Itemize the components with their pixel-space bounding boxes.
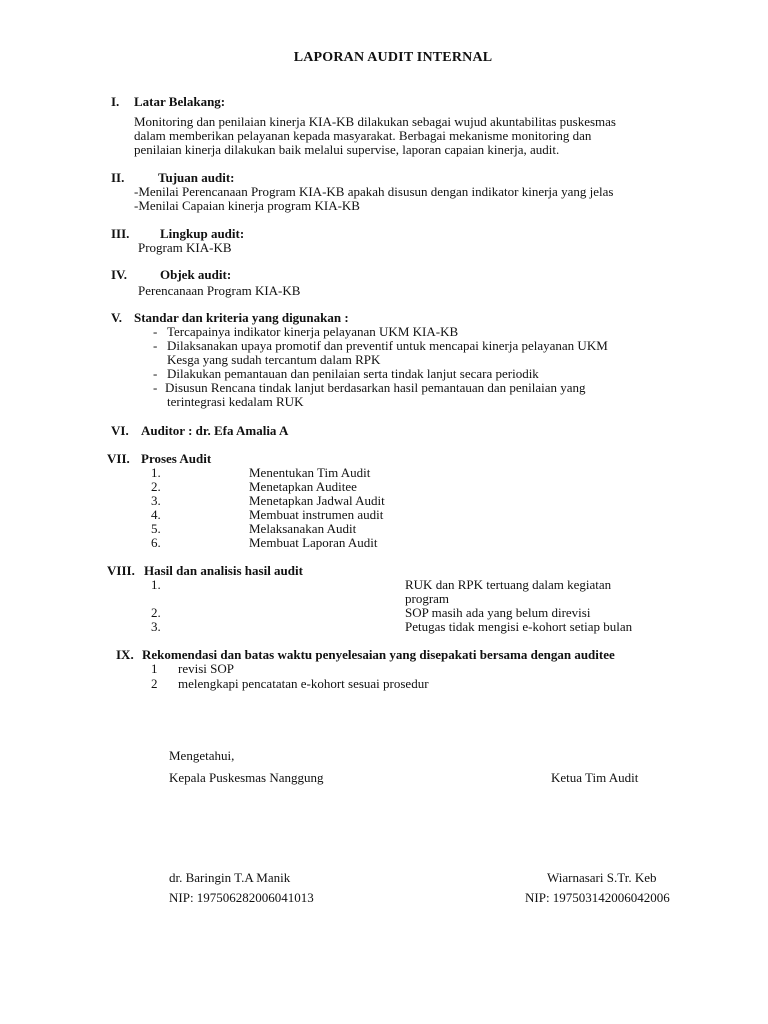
section-5-item-1: Tercapainya indikator kinerja pelayanan UKM KIA-KB <box>167 324 459 339</box>
section-5-item-4-line-1: Disusun Rencana tindak lanjut berdasarkan hasil pemantauan dan penilaian yang <box>165 380 586 395</box>
process-step-text: Menentukan Tim Audit <box>249 465 371 480</box>
section-3-body: Program KIA-KB <box>138 240 232 255</box>
section-9-number: IX. <box>116 647 134 662</box>
section-7-number: VII. <box>107 451 130 466</box>
section-5-number: V. <box>111 310 122 325</box>
section-1-line-3: penilaian kinerja dilakukan baik melalui supervise, laporan capaian kinerja, audit. <box>134 142 560 157</box>
acknowledged-label: Mengetahui, <box>169 748 235 763</box>
process-step-text: Membuat instrumen audit <box>249 507 384 522</box>
process-step-text: Membuat Laporan Audit <box>249 535 378 550</box>
section-3-heading: Lingkup audit: <box>160 226 245 241</box>
section-1-line-1: Monitoring dan penilaian kinerja KIA-KB dilakukan sebagai wujud akuntabilitas puskesmas <box>134 114 616 129</box>
left-signatory-nip: NIP: 197506282006041013 <box>169 890 314 905</box>
section-2-item-2: -Menilai Capaian kinerja program KIA-KB <box>134 198 360 213</box>
section-1-line-2: dalam memberikan pelayanan kepada masyarakat. Berbagai mekanisme monitoring dan <box>134 128 592 143</box>
finding-text: RUK dan RPK tertuang dalam kegiatan <box>405 577 612 592</box>
section-5-dash-4: - <box>153 380 158 395</box>
finding-text-continued: program <box>405 591 450 606</box>
recommendation-text: melengkapi pencatatan e-kohort sesuai prosedur <box>178 676 429 691</box>
section-4-number: IV. <box>111 267 128 282</box>
section-2-item-1: -Menilai Perencanaan Program KIA-KB apakah disusun dengan indikator kinerja yang jelas <box>134 184 614 199</box>
section-7-heading: Proses Audit <box>141 451 212 466</box>
finding-text: Petugas tidak mengisi e-kohort setiap bulan <box>405 619 633 634</box>
finding-number: 2. <box>151 605 161 620</box>
finding-text: SOP masih ada yang belum direvisi <box>405 605 591 620</box>
recommendation-text: revisi SOP <box>178 661 234 676</box>
section-2-number: II. <box>111 170 125 185</box>
process-step-text: Menetapkan Jadwal Audit <box>249 493 385 508</box>
recommendation-number: 1 <box>151 661 158 676</box>
section-3-number: III. <box>111 226 130 241</box>
section-6-number: VI. <box>111 423 129 438</box>
section-4-body: Perencanaan Program KIA-KB <box>138 283 301 298</box>
process-step-number: 6. <box>151 535 161 550</box>
section-6-heading: Auditor : dr. Efa Amalia A <box>141 423 289 438</box>
section-9-heading: Rekomendasi dan batas waktu penyelesaian yang disepakati bersama dengan auditee <box>142 647 615 662</box>
section-5-heading: Standar dan kriteria yang digunakan : <box>134 310 349 325</box>
finding-number: 1. <box>151 577 161 592</box>
section-5-dash-3: - <box>153 366 158 381</box>
section-8-heading: Hasil dan analisis hasil audit <box>144 563 303 578</box>
process-step-text: Melaksanakan Audit <box>249 521 357 536</box>
left-signatory-role: Kepala Puskesmas Nanggung <box>169 770 324 785</box>
process-step-number: 5. <box>151 521 161 536</box>
section-2-heading: Tujuan audit: <box>158 170 235 185</box>
section-1-heading: Latar Belakang: <box>134 94 226 109</box>
right-signatory-name: Wiarnasari S.Tr. Keb <box>547 870 657 885</box>
section-5-dash-1: - <box>153 324 158 339</box>
process-step-number: 4. <box>151 507 161 522</box>
process-step-number: 1. <box>151 465 161 480</box>
left-signatory-name: dr. Baringin T.A Manik <box>169 870 291 885</box>
section-5-item-2-line-1: Dilaksanakan upaya promotif dan preventif untuk mencapai kinerja pelayanan UKM <box>167 338 608 353</box>
recommendation-number: 2 <box>151 676 158 691</box>
section-8-number: VIII. <box>107 563 135 578</box>
process-step-number: 2. <box>151 479 161 494</box>
process-step-text: Menetapkan Auditee <box>249 479 357 494</box>
section-4-heading: Objek audit: <box>160 267 232 282</box>
page-title: LAPORAN AUDIT INTERNAL <box>293 50 493 65</box>
section-5-dash-2: - <box>153 338 158 353</box>
section-5-item-4-line-2: terintegrasi kedalam RUK <box>167 394 304 409</box>
right-signatory-nip: NIP: 197503142006042006 <box>525 890 670 905</box>
section-5-item-3: Dilakukan pemantauan dan penilaian serta tindak lanjut secara periodik <box>167 366 539 381</box>
section-1-number: I. <box>111 94 120 109</box>
process-step-number: 3. <box>151 493 161 508</box>
finding-number: 3. <box>151 619 161 634</box>
section-5-item-2-line-2: Kesga yang sudah tercantum dalam RPK <box>167 352 381 367</box>
right-signatory-role: Ketua Tim Audit <box>551 770 639 785</box>
